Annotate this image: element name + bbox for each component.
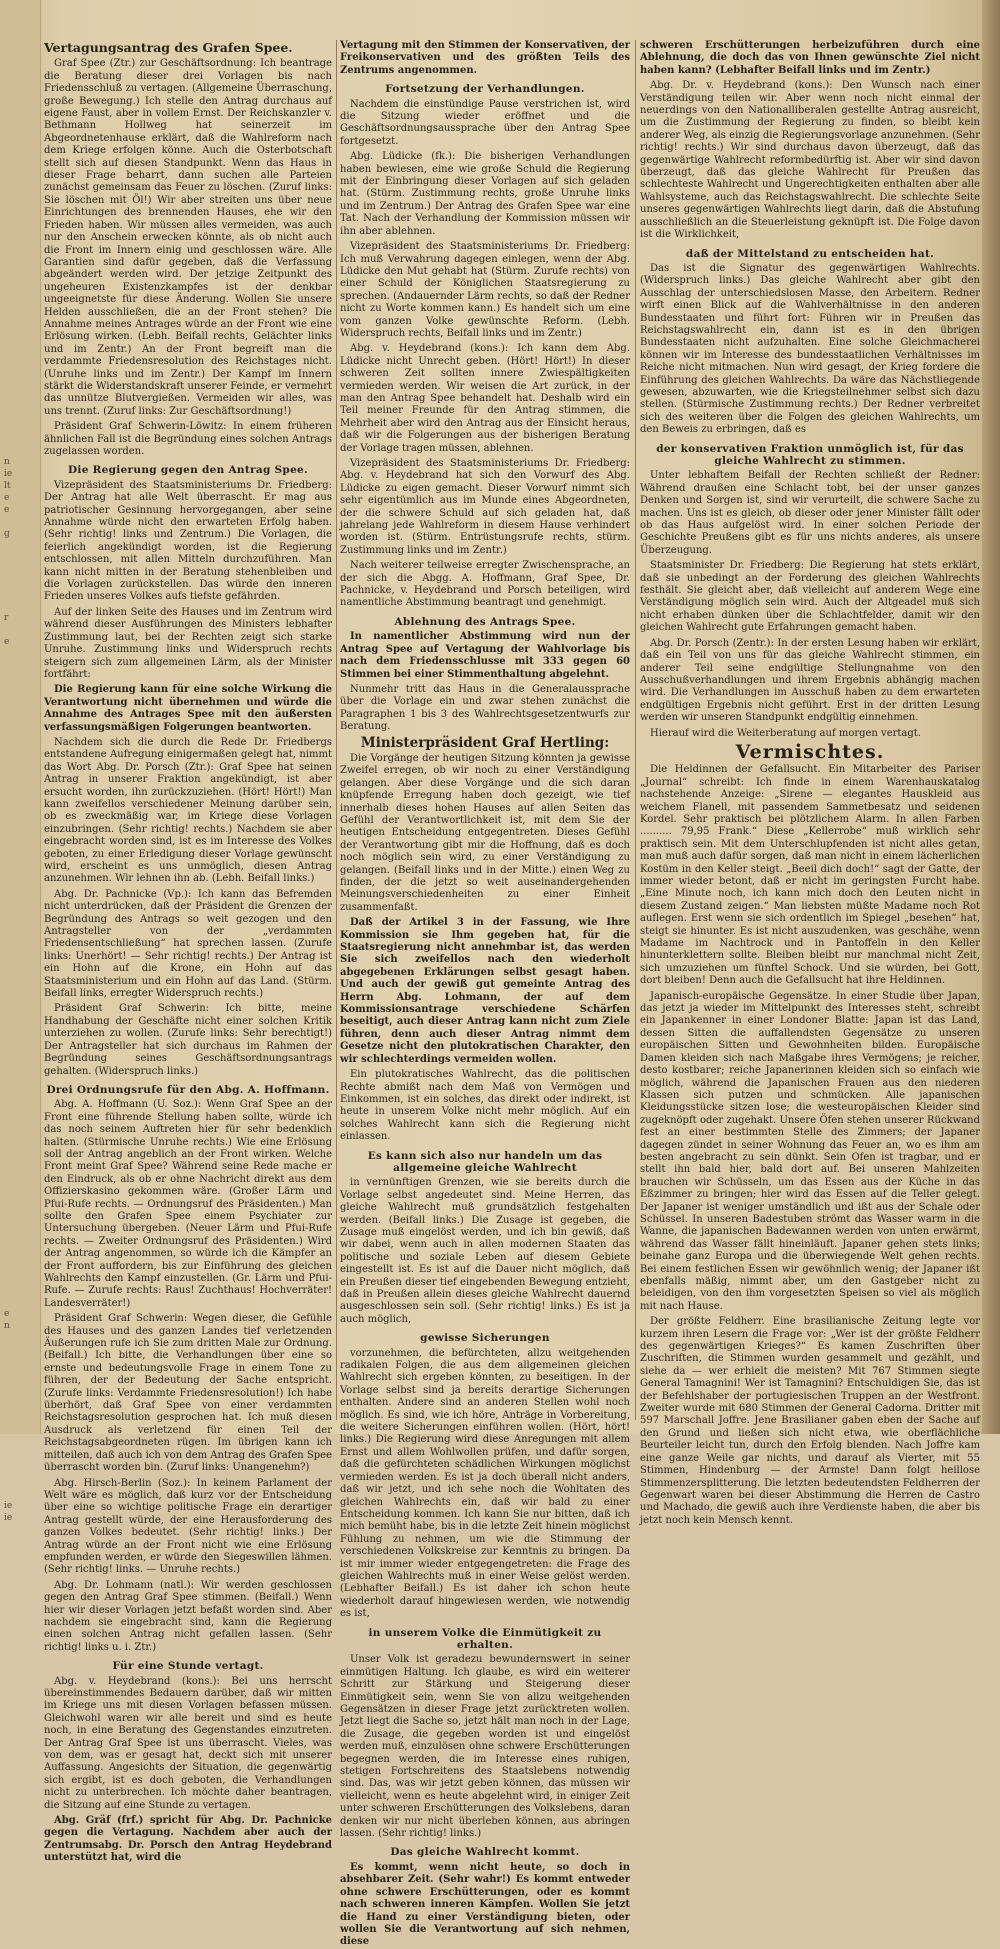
paragraph: Ein plutokratisches Wahlrecht, das die politischen Rechte abmißt nach dem Maß von Vermögen und Einkommen, ist ein solches, das direkt oder indirekt, ist heute in unserem Volke nicht mehr möglich. Auf ein solches Wahlrecht kann sich die Regierung nicht einlassen. (340, 1069, 630, 1143)
margin-fragment (0, 228, 40, 240)
margin-fragment (0, 1236, 40, 1248)
margin-fragment (0, 12, 40, 24)
margin-fragment (0, 804, 40, 816)
margin-fragment (0, 540, 40, 552)
margin-fragment (0, 48, 40, 60)
column-rule (635, 40, 636, 1420)
margin-fragment: n (4, 457, 10, 467)
paragraph: Vizepräsident des Staatsministeriums Dr. Friedberg: Der Antrag hat alle Welt überrascht. Er mag aus patriotischer Gesinnung hervorgegangen, aber seine Annahme würde nicht den erwarteten Erfolg haben. (Sehr richtig! links und Zentrum.) Die Vorlagen, die feierlich angekündigt worden, ist die Regierung entschlossen, mit allen Mitteln durchzuführen. Man kann nicht mitten in der Beratung stehenbleiben und die Vorlagen zurückstellen. Das würde den inneren Frieden unseres Volkes aufs tiefste gefährden. (44, 479, 332, 603)
paragraph: Die Regierung kann für eine solche Wirkung die Verantwortung nicht übernehmen und würde die Annahme des Antrages Spee mit den äußersten verfassungsmäßigen Folgerungen beantworten. (44, 684, 332, 733)
column-1 (44, 40, 332, 1864)
margin-fragment (0, 324, 40, 336)
margin-fragment (0, 420, 40, 432)
margin-fragment: e (4, 1309, 10, 1319)
paragraph: Nunmehr tritt das Haus in die Generalaussprache über die Vorlage ein und zwar stehen zunächst die Paragraphen 1 bis 3 des Wahlrechtsgesetzentwurfs zur Beratung. (340, 683, 630, 733)
margin-fragment (0, 348, 40, 360)
margin-fragment (0, 888, 40, 900)
margin-fragment (0, 516, 40, 528)
margin-fragment (0, 720, 40, 732)
margin-fragment (0, 240, 40, 252)
subheading: daß der Mittelstand zu entscheiden hat. (685, 247, 935, 260)
margin-fragment (0, 300, 40, 312)
margin-fragment (0, 708, 40, 720)
margin-fragment (0, 1044, 40, 1056)
paragraph: Abg. Lüdicke (fk.): Die bisherigen Verhandlungen haben bewiesen, eine wie große Schuld die Regierung mit der Einbringung dieser Vorlagen auf sich geladen hat. (Stürm. Zustimmung rechts, große Unruhe links und im Zentrum.) Der Antrag des Grafen Spee war eine Tat. Nach der Verhandlung der Kommission müssen wir ihn aber ablehnen. (340, 151, 630, 237)
margin-fragment (0, 1260, 40, 1272)
margin-fragment (0, 624, 40, 636)
margin-fragment (0, 792, 40, 804)
paragraph: Abg. v. Heydebrand (kons.): Ich kann dem Abg. Lüdicke nicht Unrecht geben. (Hört! Hört!) In dieser schweren Zeit sollten innere Zwiespältigkeiten vermieden werden. Wir weisen die Art zurück, in der man den Antrag Spee behandelt hat. Deshalb wird ein Teil meiner Freunde für den Antrag stimmen, die Mehrheit aber wird den Antrag aus der Einsicht heraus, daß wir die Folgerungen aus der bisherigen Beratung der Vorlage tragen müssen, ablehnen. (340, 343, 630, 454)
margin-fragment (0, 996, 40, 1008)
margin-fragment (0, 72, 40, 84)
paragraph: Nachdem die einstündige Pause verstrichen ist, wird die Sitzung wieder eröffnet und die Geschäftsordnungsaussprache über den Antrag Spee fortgesetzt. (340, 98, 630, 147)
margin-fragment (0, 1476, 40, 1488)
margin-fragment (0, 1332, 40, 1344)
margin-fragment (0, 1164, 40, 1176)
margin-fragment (0, 36, 40, 48)
margin-fragment (0, 912, 40, 924)
margin-fragment (0, 984, 40, 996)
margin-fragment (0, 1152, 40, 1164)
margin-fragment: e (4, 637, 10, 647)
margin-fragment (0, 684, 40, 696)
margin-fragment (0, 1488, 40, 1500)
margin-fragment (0, 24, 40, 36)
margin-fragment (0, 120, 40, 132)
margin-fragment (0, 1056, 40, 1068)
section-heading: Vermischtes. (735, 740, 885, 763)
margin-fragment (0, 276, 40, 288)
margin-fragment (0, 588, 40, 600)
paragraph: Abg. A. Hoffmann (U. Soz.): Wenn Graf Spee an der Front eine führende Stellung haben sollte, würde ich das noch seinem Auftreten hier für sehr bedenklich halten. (Stürmische Unruhe rechts.) Wie eine Erlösung soll der Antrag angeblich an der Front wirken. Welche Front meint Graf Spee? Während seine Rede mache er den Eindruck, als ob er ohne Nachricht direkt aus dem Offizierskasino gekommen wäre. (Großer Lärm und Pfui-Rufe rechts. — Ordnungsruf des Präsidenten.) Man sollte den Grafen Spee einem Psychiater zur Untersuchung übergeben. (Neuer Lärm und Pfui-Rufe rechts. — Zweiter Ordnungsruf des Präsidenten.) Wird der Antrag angenommen, so würde ich die Kämpfer an der Front auffordern, bis zur Einführung des gleichen Wahlrechts den Kampf einzustellen. (Gr. Lärm und Pfui-Rufe. — Zurufe rechts: Raus! Zuchthaus! Hochverräter! Landesverräter!) (44, 1099, 332, 1309)
margin-fragment (0, 936, 40, 948)
margin-fragment (0, 1080, 40, 1092)
margin-fragment (0, 1452, 40, 1464)
margin-fragment (0, 828, 40, 840)
paragraph: Nach weiterer teilweise erregter Zwischensprache, an der sich die Abgg. A. Hoffmann, Graf Spee, Dr. Pachnicke, v. Heydebrand und Porsch beteiligen, wird namentliche Abstimmung beantragt und genehmigt. (340, 560, 630, 609)
column-2 (340, 40, 630, 1948)
margin-fragment (0, 432, 40, 444)
paragraph: Das ist die Signatur des gegenwärtigen Wahlrechts. (Widerspruch links.) Das gleiche Wahlrecht aber gibt den Ausschlag der unterschiedslosen Masse, den Arbeitern. Redner wirft einen Blick auf die Wahlverhältnisse in den anderen Bundesstaaten und führt fort: Führen wir in Preußen das Reichstagswahlrecht ein, dann ist es in den übrigen Bundesstaaten nicht aufzuhalten. Eine solche Gleichmacherei können wir im Interesse des bundesstaatlichen Verhältnisses im Reiche nicht mitmachen. Nun wird gesagt, der Krieg fordere die Einführung des gleichen Wahlrechts. Da wäre das Nächstliegende gewesen, abzuwarten, wie die Kriegsteilnehmer selbst sich dazu stellen. (Stürmische Zustimmung rechts.) Der Redner verbreitet sich des weiteren über die Folgen des gleichen Wahlrechts, um den Beweis zu erbringen, daß es (640, 262, 980, 436)
margin-fragment: e (4, 493, 10, 503)
margin-fragment (0, 1536, 40, 1548)
margin-fragment: r (4, 613, 9, 623)
margin-fragment (0, 144, 40, 156)
margin-fragment (0, 1368, 40, 1380)
margin-fragment: n (4, 1321, 10, 1331)
margin-fragment (0, 1284, 40, 1296)
margin-fragment (0, 744, 40, 756)
subheading: Die Regierung gegen den Antrag Spee. (68, 464, 308, 477)
margin-fragment (0, 1032, 40, 1044)
page-binding-edge (982, 0, 1000, 1434)
margin-fragment (0, 1428, 40, 1440)
margin-fragment (0, 732, 40, 744)
margin-fragment (0, 1224, 40, 1236)
margin-fragment (0, 672, 40, 684)
paragraph: Abg. Dr. Lohmann (natl.): Wir werden geschlossen gegen den Antrag Graf Spee stimmen. (Beifall.) Wenn hier wir dieser Vorlagen jetzt befaßt worden sind. Aber nachdem sie eingebracht sind, kann die Regierung einen solchen Antrag nicht gefallen lassen. (Sehr richtig! links u. i. Ztr.) (44, 1579, 332, 1653)
paragraph: vorzunehmen, die befürchteten, allzu weitgehenden radikalen Folgen, die aus dem allgemeinen gleichen Wahlrecht sich ergeben könnten, zu beseitigen. In der Vorlage selbst sind ja bereits derartige Sicherungen enthalten. Andere sind an anderen Stellen wohl noch möglich. Es sind, wie ich höre, Anträge in Vorbereitung, die weitere Sicherungen einführen wollen. (Hört, hört! links.) Die Regierung wird diese Anregungen mit allem Ernst und allem Wohlwollen prüfen, und dafür sorgen, daß die gefürchteten schädlichen Wirkungen möglichst vermieden werden. Es ist ja doch überall nicht anders, daß wir jetzt, und ich sehe noch die Wohltaten des gleichen Wahlrechts ein, daß wir bald zu einer Entscheidung kommen. Ich kann Sie nur bitten, daß ich mich bemüht habe, bis in die letzte Zeit hinein möglichst Fühlung zu nehmen, um wie die Stimmung der verschiedenen Volkskreise zur Kenntnis zu bringen. Da ist mir immer wieder entgegengetreten: die Frage des gleichen Wahlrechts muß in einer Weise gelöst werden. (Lebhafter Beifall.) Es ist daher ich schon heute wiederholt darauf hingewiesen werden, wie notwendig es ist, (340, 1347, 630, 1620)
margin-fragment (0, 1392, 40, 1404)
margin-fragment: ie (4, 1513, 13, 1523)
margin-fragment (0, 1128, 40, 1140)
margin-fragment (0, 1188, 40, 1200)
margin-fragment (0, 336, 40, 348)
margin-fragment (0, 156, 40, 168)
margin-fragment (0, 1440, 40, 1452)
margin-fragment (0, 1068, 40, 1080)
paragraph: Unser Volk ist geradezu bewundernswert in seiner einmütigen Haltung. Ich glaube, es wird ein weiterer Schritt zur Stärkung und Steigerung dieser Einmütigkeit sein, wenn Sie von allzu weitgehenden Gegensätzen in dieser Frage jetzt zurücktreten wollen. Jetzt liegt die Sache so, jetzt hält man noch in der Lage, die Zusage, die gegeben worden ist und eingelöst werden muß, einzulösen ohne schwere Erschütterungen begegnen werden, die im Interesse eines ruhigen, stetigen Fortschreitens des Staatslebens notwendig sind. Das, was wir jetzt geben können, das müssen wir vielleicht, wenn es heute abgelehnt wird, in einiger Zeit unter schweren Erschütterungen des Volkslebens, daran denken wir nur nicht überleben können, aus abringen lassen. (Sehr richtig! links.) (340, 1654, 630, 1840)
paragraph: Abg. Dr. Porsch (Zentr.): In der ersten Lesung haben wir erklärt, daß ein Teil von uns für das gleiche Wahlrecht stimmen, ein anderer Teil seine endgültige Stellungnahme von den Ausschußverhandlungen und ihrem Ergebnis abhängig machen wird. Die Verhandlungen im Ausschuß haben zu dem erwarteten endgültigen Ergebnis nicht geführt. Erst in der dritten Lesung werden wir unseren Standpunkt endgültig einnehmen. (640, 637, 980, 724)
margin-fragment (0, 0, 40, 12)
margin-fragment (0, 1248, 40, 1260)
margin-fragment (0, 948, 40, 960)
margin-fragment (0, 1356, 40, 1368)
paragraph: Vertagung mit den Stimmen der Konservativen, der Freikonservativen und des größten Teils des Zentrums angenommen. (340, 40, 630, 76)
margin-fragment (0, 1104, 40, 1116)
margin-fragment (0, 780, 40, 792)
margin-fragment (0, 1116, 40, 1128)
margin-fragment (0, 360, 40, 372)
paragraph: Präsident Graf Schwerin: Wegen dieser, die Gefühle des Hauses und des ganzen Landes tief verletzenden Äußerungen rufe ich Sie zum dritten Male zur Ordnung. (Beifall.) Ich bitte, die Verhandlungen über eine so ernste und bedeutungsvolle Frage in einem Tone zu führen, der der Bedeutung der Sache entspricht. (Zurufe links: Verdammte Friedensresolution!) Ich habe überhört, daß Graf Spee von einer verdammten Reichstagsresolution gesprochen hat. Ich muß diesen Ausdruck als verletzend für einen Teil der Reichstagsabgeordneten rügen. Im übrigen kann ich mitteilen, daß auch ich von dem Antrag des Grafen Spee überrascht worden bin. (Zuruf links: Unangenehm?) (44, 1313, 332, 1474)
margin-fragment (0, 216, 40, 228)
margin-fragment: e (4, 505, 10, 515)
subheading: Für eine Stunde vertagt. (112, 1660, 264, 1673)
margin-fragment (0, 660, 40, 672)
subheading: gewisse Sicherungen (420, 1332, 550, 1345)
paragraph: Nachdem sich die durch die Rede Dr. Friedbergs entstandene Aufregung einigermaßen gelegt hat, nimmt das Wort Abg. Dr. Porsch (Ztr.): Graf Spee hat seinen Antrag in unserer Fraktion angekündigt, ist aber ersucht worden, ihn zurückzuziehen. (Hört! Hört!) Man kann zweifellos verschiedener Meinung darüber sein, ob es zweckmäßig war, im Kriege diese Vorlagen einzubringen. (Sehr richtig! rechts.) Nachdem sie aber eingebracht worden sind, ist es im Interesse des Volkes geboten, zu einer Erledigung dieser Vorlage gewünscht wird, erscheint es uns unmöglich, diesen Antrag anzunehmen. Wir lehnen ihn ab. (Lebh. Beifall links.) (44, 736, 332, 885)
margin-fragment (0, 756, 40, 768)
subheading: Es kann sich also nur handeln um das allgemeine gleiche Wahlrecht (367, 1149, 603, 1174)
margin-fragment (0, 1404, 40, 1416)
paragraph: Hierauf wird die Weiterberatung auf morgen vertagt. (650, 727, 921, 739)
paragraph: Die Heldinnen der Gefallsucht. Ein Mitarbeiter des Pariser „Journal“ schreibt: Ich finde in einem Warenhauskatalog nachstehende Anzeige: „Sirene — elegantes Hauskleid aus weichem Flanell, mit passendem Sammetbesatz und seidenen Kordel. Sehr praktisch bei plötzlichem Alarm. In allen Farben .......... 79,95 Frank.“ Diese „Kellerrobe“ muß wirklich sehr praktisch sein. Mit dem Unterschlupfenden ist nicht alles getan, man muß auch dafür sorgen, daß man nicht in einem lächerlichen Kostüm in den Keller steigt. „Beeil dich doch!“ sagt der Gatte, der immer wieder betont, daß er nicht im geringsten Furcht habe. „Eine Minute noch, ich kann mich doch den Leuten nicht in diesem Zustand zeigen.“ Man liebsten müßte Madame noch Rot auflegen. Erst wenn sie sich ordentlich im Spiegel „besehen“ hat, steigt sie hinunter. Es ist nicht auszudenken, was geschähe, wenn Madame im Nachtrock und in Pantoffeln in den Keller hinunterklettern sollte. Bleiben bleibt nur manchmal nicht Zeit, sich umzuziehen um fünftel Schock. Und sie würden, bei Gott, dort bleiben! Denn auch die Gefallsucht hat ihre Heldinnen. (640, 764, 980, 987)
margin-fragment (0, 372, 40, 384)
paragraph: Unter lebhaftem Beifall der Rechten schließt der Redner: Während draußen eine Schlacht tobt, bei der unser ganzes Denken und Sorgen ist, sind wir verurteilt, die schwere Sache zu machen. Uns ist es gleich, ob dieser oder jener Minister fällt oder ob das Haus aufgelöst wird. In einer solchen Periode der Geschichte Preußens gibt es für uns nichts anderes, als unsere Überzeugung. (640, 470, 980, 556)
margin-fragment (0, 108, 40, 120)
margin-fragment: ie (4, 1501, 13, 1511)
margin-fragment (0, 384, 40, 396)
paragraph: schweren Erschütterungen herbeizuführen durch eine Ablehnung, die doch das von Ihnen gewünschte Ziel nicht haben kann? (Lebhafter Beifall links und im Zentr.) (640, 40, 980, 76)
paragraph: Abg. Dr. v. Heydebrand (kons.): Den Wunsch nach einer Verständigung teilen wir. Aber wenn noch nicht einmal der neuerdings von den Nationalliberalen gestellte Antrag ausreicht, um die Zustimmung der Regierung zu finden, so bleibt kein anderer Weg, als einzig die Regierungsvorlage anzunehmen. (Sehr richtig! rechts.) Wir sind durchaus davon überzeugt, daß das gegenwärtige Wahlrecht reformbedürftig ist. Aber wir sind davon überzeugt, daß das gleiche Wahlrecht für Preußen das schlechteste Wahlrecht und Ungerechtigkeiten enthalten aber alle Wahlsysteme, auch das Reichstagswahlrecht. Die schlechte Seite unseres gegenwärtigen Wahlrechts liegt darin, daß die Abstufung ausschließlich an die Steuerleistung geknüpft ist. Die Folge davon ist die Wirklichkeit, (640, 80, 980, 241)
paragraph: Staatsminister Dr. Friedberg: Die Regierung hat stets erklärt, daß sie unbedingt an der Forderung des gleichen Wahlrechts festhält. Sie gleicht aber, daß vielleicht auf anderem Wege eine Verständigung möglich sein wird. Auch der Altgeadel muß sich nicht erhaben dünken über die Schlachtfelder, damit wir den gleichen Wahlrecht gute Erfahrungen gemacht haben. (640, 560, 980, 634)
margin-fragment (0, 1548, 40, 1560)
margin-fragment (0, 264, 40, 276)
left-margin-fragments (0, 0, 41, 1523)
margin-fragment (0, 444, 40, 456)
margin-fragment (0, 696, 40, 708)
column-3 (640, 40, 980, 1526)
margin-fragment (0, 1296, 40, 1308)
subheading: Drei Ordnungsrufe für den Abg. A. Hoffmann. (46, 1083, 330, 1096)
margin-fragment (0, 1524, 40, 1536)
margin-fragment (0, 972, 40, 984)
paragraph: Präsident Graf Schwerin-Löwitz: In einem früheren ähnlichen Fall ist die Begründung eines solchen Antrags zugelassen worden. (44, 421, 332, 457)
paragraph: Abg. Hirsch-Berlin (Soz.): In keinem Parlament der Welt wäre es möglich, daß kurz vor der Entscheidung über eine so wichtige politische Frage ein derartiger Antrag gestellt würde, der eine Herausforderung des ganzen Volkes bedeutet. (Sehr richtig! links.) Der Antrag würde an der Front nicht wie eine Erlösung empfunden werden, er würde den Siegeswillen lähmen. (Sehr richtig! links. — Unruhe rechts.) (44, 1477, 332, 1576)
margin-fragment (0, 252, 40, 264)
paragraph: Präsident Graf Schwerin: Ich bitte, meine Handhabung der Geschäfte nicht einer solchen Kritik unterziehen zu wollen. (Zurufe links: Sehr berechtigt!) Der Antragsteller hat sich durchaus im Rahmen der Begründung seines Geschäftsordnungsantrags gehalten. (Widerspruch links.) (44, 1003, 332, 1077)
margin-fragment (0, 864, 40, 876)
paragraph: Daß der Artikel 3 in der Fassung, wie Ihre Kommission sie Ihm gegeben hat, für die Staatsregierung nicht annehmbar ist, das werden Sie sich zweifellos nach den wiederholt abgegebenen Erklärungen selbst gesagt haben. Und auch der gewiß gut gemeinte Antrag des Herrn Abg. Lohmann, der auf dem Kommissionsantrage verschiedene Schärfen beseitigt, auch dieser Antrag kann nicht zum Ziele führen, denn auch dieser Antrag nimmt dem Gesetze nicht den plutokratischen Charakter, den wir schlechterdings vermeiden wollen. (340, 917, 630, 1065)
margin-fragment (0, 1416, 40, 1428)
margin-fragment (0, 852, 40, 864)
column-rule (336, 40, 337, 1420)
subheading: Das gleiche Wahlrecht kommt. (390, 1846, 580, 1859)
paragraph: Auf der linken Seite des Hauses und im Zentrum wird während dieser Ausführungen des Ministers lebhafter Zustimmung laut, bei der Rechten zeigt sich starke Unruhe. Zustimmung links und Widerspruch rechts steigern sich zum allgemeinen Lärm, als der Minister fortfährt: (44, 606, 332, 680)
margin-fragment (0, 768, 40, 780)
margin-fragment (0, 1212, 40, 1224)
subheading: in unserem Volke die Einmütigkeit zu erhalten. (368, 1626, 602, 1651)
margin-fragment (0, 132, 40, 144)
margin-fragment (0, 60, 40, 72)
margin-fragment (0, 564, 40, 576)
margin-fragment (0, 876, 40, 888)
margin-fragment: lt (4, 481, 11, 491)
margin-fragment (0, 1092, 40, 1104)
margin-fragment (0, 1344, 40, 1356)
margin-fragment (0, 96, 40, 108)
margin-fragment (0, 816, 40, 828)
margin-fragment (0, 648, 40, 660)
paragraph: Graf Spee (Ztr.) zur Geschäftsordnung: Ich beantrage die Beratung dieser drei Vorlagen bis nach Friedensschluß zu vertagen. (Allgemeine Überraschung, große Bewegung.) Ich stelle den Antrag durchaus auf eigene Faust, aber in vollem Ernst. Der Reichskanzler v. Bethmann Hollweg hat seinerzeit im Abgeordnetenhause erklärt, daß die Wahlreform nach dem Kriege erfolgen könne. Auch die Osterbotschaft stellt sich auf diesen Standpunkt. Wenn das Haus in dieser Frage beharrt, dann suchen alle Parteien zunächst gemeinsam das Feuer zu löschen. (Zuruf links: Sie löschen mit Öl!) Wir aber streiten uns über neue Einrichtungen des brennenden Hauses, ehe wir den Frieden haben. Wir müssen alles vermeiden, was auch nur den Anschein erwecken könnte, als ob nicht auch die Front im Innern einig und geschlossen wäre. Alle Garantien sind dafür gegeben, daß die Verfassung abgeändert werden wird. Der jetzige Zeitpunkt des ungeheuren Existenzkampfes ist der denkbar ungeeignetste für diese Änderung. Wollen Sie unsere Helden ausschließen, die an der Front stehen? Die Annahme meines Antrages würde an der Front wie eine Erlösung wirken. (Lebh. Beifall rechts, Gelächter links und im Zentr.) An der Front begreift man die verdammte Friedensresolution des Reichstages nicht. (Unruhe links und im Zentr.) Der Kampf im Innern stärkt die Widerstandskraft unserer Feinde, er vermehrt das unnütze Blutvergießen. Vermeiden wir alles, was uns trennt. (Zuruf links: Zur Geschäftsordnung!) (44, 58, 332, 417)
margin-fragment (0, 1380, 40, 1392)
margin-fragment (0, 1272, 40, 1284)
margin-fragment (0, 168, 40, 180)
subheading: Ablehnung des Antrags Spee. (394, 615, 576, 628)
margin-fragment (0, 288, 40, 300)
paragraph: Japanisch-europäische Gegensätze. In einer Studie über Japan, das jetzt ja wieder im Mittelpunkt des Interesses steht, schreibt ein Japankenner in einer Londoner Blatte: Japan ist das Land, dessen Sitten die auffallendsten Gegensätze zu unseren europäischen Sitten und Gewohnheiten bilden. Europäische Damen kleiden sich nach Maßgabe ihres Vermögens; je reicher, desto kostbarer; reiche Japanerinnen kleiden sich so einfach wie möglich, während die Japanischen Frauen aus den niederen Klassen sich putzen und schmücken. Alle japanischen Kleidungsstücke sitzen lose; die westeuropäischen Kleider sind zugeknöpft oder zugehakt. Unsere Öfen stehen unserer Rückwand fest an einer bestimmten Stelle des Zimmers; der Japaner dagegen zündet in seiner Wohnung das Feuer an, wo es ihm am besten angebracht zu sein dünkt. Sein Ofen ist tragbar, und er stellt ihn bald hier, bald dort auf. Bei unseren Mahlzeiten brauchen wir Schüsseln, um das Essen aus der Küche in das Eßzimmer zu bringen; hier wird das Essen auf die Teller gelegt. Der Japaner ist weniger umständlich und ißt aus der Schale oder Schüssel. In unseren Badestuben strömt das Wasser warm in die Wanne, die japanischen Badewannen werden von unten erwärmt, während das Wasser fällt hineinläuft. Japaner gehen stets links; beinahe ganz Europa und die überwiegende Welt gehen rechts. Bei einem festlichen Essen wir gewöhnlich wenig; der Japaner ißt ebenfalls mäßig, nimmt aber, um den Gastgeber nicht zu beleidigen, von den ihm vorgesetzten Speisen so viel als möglich mit nach Hause. (640, 990, 980, 1312)
paragraph: Der größte Feldherr. Eine brasilianische Zeitung legte vor kurzem ihren Lesern die Frage vor: „Wer ist der größte Feldherr des gegenwärtigen Krieges?“ Es kamen Zuschriften über Zuschriften, die Stimmen wurden gesammelt und gezählt, und siehe da — wer erhielt die meisten? Mit 767 Stimmen siegte General Tamagnini! Wer ist Tamagnini? Entschuldigen Sie, das ist der Befehlshaber der portugiesischen Truppen an der Westfront. Zweiter wurde mit 680 Stimmen der General Cadorna. Dritter mit 597 Marschall Joffre. Jene Brasilianer gaben eben der Sache auf den Grund und ließen sich nicht etwa, wie oberflächliche Beurteiler leicht tun, durch den Erfolg blenden. Nach Joffre kam eine ganze Weile gar nichts, und darauf als Vierter, mit 55 Stimmen, Hindenburg — der Armste! Dann folgt heillose Stimmenzersplitterung. Die letzten bedeutendsten Feldherren der Gegenwart waren bei dieser Abstimmung die Herren de Castro und Machado, die gewiß auch ihre Verdienste haben, die aber bis jetzt noch kein Mensch kennt. (640, 1316, 980, 1526)
margin-fragment (0, 396, 40, 408)
margin-fragment (0, 900, 40, 912)
margin-fragment (0, 1020, 40, 1032)
margin-fragment (0, 1140, 40, 1152)
margin-fragment: ie (4, 469, 13, 479)
margin-fragment (0, 600, 40, 612)
margin-fragment (0, 576, 40, 588)
margin-fragment (0, 960, 40, 972)
paragraph: Abg. Gräf (frf.) spricht für Abg. Dr. Pachnicke gegen die Vertagung. Nachdem aber auch der Zentrumsabg. Dr. Porsch den Antrag Heydebrand unterstützt hat, wird die (44, 1815, 332, 1864)
margin-fragment (0, 840, 40, 852)
paragraph: Abg. v. Heydebrand (kons.): Bei uns herrscht übereinstimmendes Bedauern darüber, daß wir mitten im Kriege uns mit diesen Vorlagen befassen müssen. Gleichwohl waren wir alle bereit und sind es heute noch, in eine Beratung des Gegenstandes einzutreten. Der Antrag Graf Spee ist uns überrascht. Vieles, was von dem, was er gesagt hat, deckt sich mit unserer Auffassung. Angesichts der Situation, die gegenwärtig sich ergibt, ist es doch geboten, die Verhandlungen nicht zu unterbrechen. Ich möchte daher beantragen, die Sitzung auf eine Stunde zu vertagen. (44, 1675, 332, 1811)
margin-fragment (0, 180, 40, 192)
margin-fragment (0, 1200, 40, 1212)
paragraph: Vizepräsident des Staatsministeriums Dr. Friedberg: Ich muß Verwahrung dagegen einlegen, wenn der Abg. Lüdicke den Mut gehabt hat (Stürm. Zurufe rechts) von einer Schuld der Königlichen Staatsregierung zu sprechen. (Andauernder Lärm rechts, so daß der Redner nicht zu Worte kommen kann.) Es handelt sich um eine vom ganzen Volke gewünschte Reform. (Lebh. Widerspruch rechts, Beifall links und im Zentr.) (340, 241, 630, 339)
paragraph: Abg. Dr. Pachnicke (Vp.): Ich kann das Befremden nicht unterdrücken, daß der Präsident die Grenzen der Begründung des Antrags so weit gezogen und den Antragsteller von der „verdammten Friedensentschließung“ hat sprechen lassen. (Zurufe links: Unerhört! — Sehr richtig! rechts.) Der Antrag ist ein Hohn auf die Krone, ein Hohn auf das Staatsministerium und ein Hohn auf das Land. (Stürm. Beifall links, erregter Widerspruch rechts.) (44, 888, 332, 1000)
margin-fragment (0, 408, 40, 420)
margin-fragment (0, 1176, 40, 1188)
paragraph: In namentlicher Abstimmung wird nun der Antrag Spee auf Vertagung der Wahlvorlage bis nach dem Friedensschlusse mit 333 gegen 60 Stimmen bei einer Stimmenthaltung abgelehnt. (340, 631, 630, 680)
margin-fragment (0, 312, 40, 324)
subheading: Ministerpräsident Graf Hertling: (360, 734, 610, 751)
margin-fragment (0, 1464, 40, 1476)
subheading: der konservativen Fraktion unmöglich ist, für das gleiche Wahlrecht zu stimmen. (656, 442, 964, 467)
margin-fragment (0, 204, 40, 216)
paragraph: Es kommt, wenn nicht heute, so doch in absehbarer Zeit. (Sehr wahr!) Es kommt entweder ohne schwere Erschütterungen, oder es kommt nach schweren inneren Kämpfen. Wollen Sie jetzt die Hand zu einer Verständigung bieten, oder wollen Sie die Verantwortung auf sich nehmen, diese (340, 1861, 630, 1948)
paragraph: in vernünftigen Grenzen, wie sie bereits durch die Vorlage selbst angedeutet sind. Meine Herren, das gleiche Wahlrecht muß grundsätzlich festgehalten werden. (Beifall links.) Die Zusage ist gegeben, die Zusage muß eingelöst werden, und ich bin gewiß, daß wir dabei, wenn auch in allen modernen Staaten das politische und soziale Leben auf diesem Gebiete eingestellt ist. Es ist auf die Dauer nicht möglich, daß ein Preußen dieser tief eingebenden Bewegung entzieht, daß in Preußen allein dieses gleiche Wahlrecht dauernd ausgeschlossen sein soll. (Sehr richtig! links.) Es ist ja auch möglich, (340, 1177, 630, 1325)
paragraph: Die Vorgänge der heutigen Sitzung könnten ja gewisse Zweifel erregen, ob wir noch zu einer Verständigung gelangen. Aber diese Vorgänge und die sich daran knüpfende Erregung haben doch gezeigt, wie tief innerhalb dieses hohen Hauses auf allen Seiten das Gefühl der Verantwortlichkeit ist, mit dem Sie der heutigen Entscheidung entgegentreten. Dieses Gefühl der Verantwortung gibt mir die Hoffnung, daß es doch noch möglich sein wird, zu einer Verständigung zu gelangen. (Beifall links und in der Mitte.) einen Weg zu finden, der die jetzt so weit auseinandergehenden Meinungsverschiedenheiten zu einer Einheit zusammenfaßt. (340, 752, 630, 913)
subheading: Fortsetzung der Verhandlungen. (385, 83, 585, 96)
margin-fragment (0, 924, 40, 936)
margin-fragment (0, 552, 40, 564)
margin-fragment (0, 84, 40, 96)
margin-fragment (0, 1008, 40, 1020)
margin-fragment (0, 192, 40, 204)
paragraph: Vizepräsident des Staatsministeriums Dr. Friedberg: Abg. v. Heydebrand hat sich den Vorwurf des Abg. Lüdicke zu eigen gemacht. Dieser Vorwurf nimmt sich sehr eigentümlich aus im Munde eines Abgeordneten, der die schwere Schuld auf sich geladen hat, daß jahrelang jede Wahlreform in diesem Hause verhindert worden ist. (Stürm. Entrüstungsrufe rechts, stürm. Zustimmung links und im Zentr.) (340, 458, 630, 556)
margin-fragment: g (4, 529, 10, 539)
article-heading: Vertagungsantrag des Grafen Spee. (44, 40, 293, 55)
